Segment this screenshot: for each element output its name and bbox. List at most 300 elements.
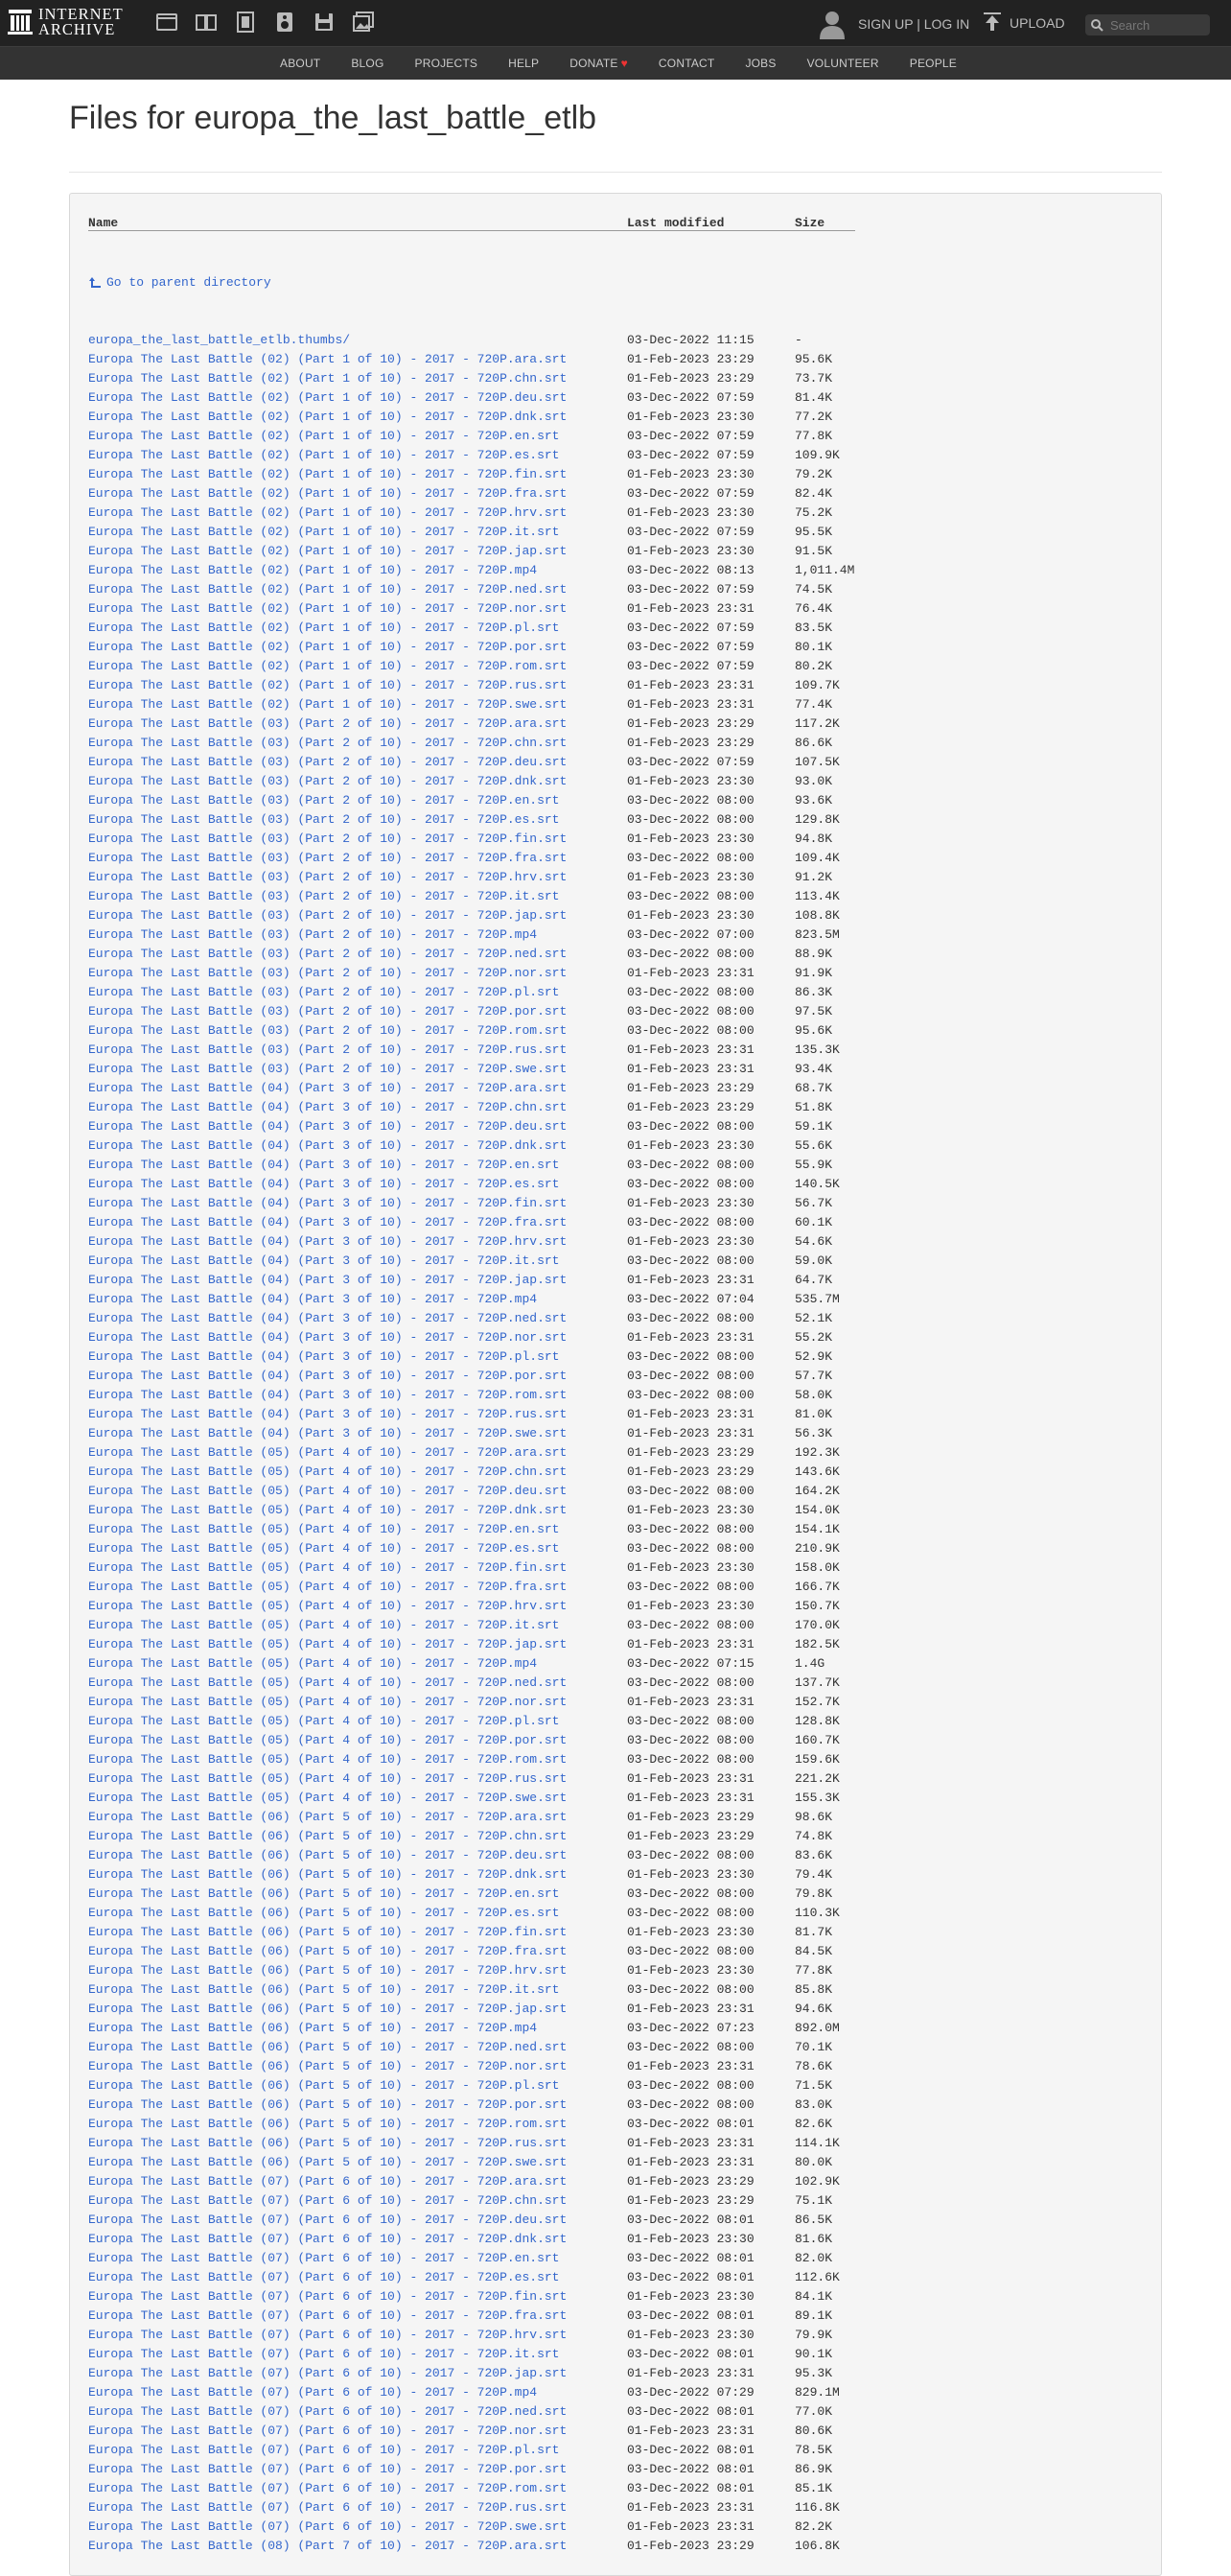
file-link[interactable]: Europa The Last Battle (02) (Part 1 of 10) - 2017 - 720P.nor.srt — [88, 600, 568, 616]
file-link[interactable]: Europa The Last Battle (06) (Part 5 of 10) - 2017 - 720P.por.srt — [88, 2096, 568, 2112]
file-row — [88, 1827, 855, 1846]
file-modified: 03-Dec-2022 08:00 — [627, 792, 755, 808]
file-row — [88, 2211, 855, 2230]
file-modified: 01-Feb-2023 23:31 — [627, 2518, 755, 2534]
file-row — [88, 2230, 855, 2249]
file-size: 91.9K — [795, 965, 833, 980]
file-size: 829.1M — [795, 2384, 840, 2400]
file-link[interactable]: Europa The Last Battle (04) (Part 3 of 10) - 2017 - 720P.deu.srt — [88, 1118, 568, 1134]
file-link[interactable]: Europa The Last Battle (07) (Part 6 of 10) - 2017 - 720P.rus.srt — [88, 2499, 568, 2515]
file-link[interactable]: Europa The Last Battle (06) (Part 5 of 10) - 2017 - 720P.it.srt — [88, 1981, 560, 1997]
file-size: 52.1K — [795, 1310, 833, 1325]
file-link[interactable]: Europa The Last Battle (02) (Part 1 of 10) - 2017 - 720P.en.srt — [88, 428, 560, 443]
file-row — [88, 1213, 855, 1232]
file-link[interactable]: Europa The Last Battle (03) (Part 2 of 10) - 2017 - 720P.deu.srt — [88, 754, 568, 769]
nav-about[interactable]: ABOUT — [280, 57, 321, 70]
nav-blog[interactable]: BLOG — [351, 57, 384, 70]
file-link[interactable]: Europa The Last Battle (02) (Part 1 of 10) - 2017 - 720P.rus.srt — [88, 677, 568, 692]
file-modified: 01-Feb-2023 23:30 — [627, 504, 755, 520]
file-modified: 03-Dec-2022 07:59 — [627, 754, 755, 769]
file-modified: 03-Dec-2022 07:29 — [627, 2384, 755, 2400]
file-size: 823.5M — [795, 926, 840, 942]
file-link[interactable]: Europa The Last Battle (03) (Part 2 of 10) - 2017 - 720P.hrv.srt — [88, 869, 568, 884]
file-link[interactable]: Europa The Last Battle (03) (Part 2 of 10) - 2017 - 720P.nor.srt — [88, 965, 568, 980]
file-modified: 03-Dec-2022 08:00 — [627, 1540, 755, 1556]
file-link[interactable]: Europa The Last Battle (07) (Part 6 of 10) - 2017 - 720P.fin.srt — [88, 2288, 568, 2304]
file-row — [88, 772, 855, 791]
file-link[interactable]: Europa The Last Battle (02) (Part 1 of 10) - 2017 - 720P.es.srt — [88, 447, 560, 462]
file-link[interactable]: Europa The Last Battle (07) (Part 6 of 10) - 2017 - 720P.hrv.srt — [88, 2327, 568, 2342]
file-link[interactable]: Europa The Last Battle (05) (Part 4 of 10) - 2017 - 720P.en.srt — [88, 1521, 560, 1536]
file-link[interactable]: Europa The Last Battle (07) (Part 6 of 10) - 2017 - 720P.swe.srt — [88, 2518, 568, 2534]
file-size: 95.5K — [795, 524, 833, 539]
file-link[interactable]: Europa The Last Battle (05) (Part 4 of 10) - 2017 - 720P.pl.srt — [88, 1713, 560, 1728]
file-size: 143.6K — [795, 1464, 840, 1479]
file-size: 70.1K — [795, 2039, 833, 2054]
file-link[interactable]: Europa The Last Battle (07) (Part 6 of 10) - 2017 - 720P.rom.srt — [88, 2480, 568, 2495]
file-link[interactable]: Europa The Last Battle (04) (Part 3 of 10) - 2017 - 720P.mp4 — [88, 1291, 538, 1306]
file-size: 94.6K — [795, 2001, 833, 2016]
file-modified: 03-Dec-2022 08:00 — [627, 2039, 755, 2054]
file-link[interactable]: Europa The Last Battle (06) (Part 5 of 10) - 2017 - 720P.pl.srt — [88, 2077, 560, 2093]
file-modified: 03-Dec-2022 07:59 — [627, 524, 755, 539]
file-link[interactable]: Europa The Last Battle (04) (Part 3 of 10) - 2017 - 720P.rom.srt — [88, 1387, 568, 1402]
file-modified: 01-Feb-2023 23:30 — [627, 543, 755, 558]
file-row — [88, 2038, 855, 2057]
file-link[interactable]: Europa The Last Battle (04) (Part 3 of 10) - 2017 - 720P.nor.srt — [88, 1329, 568, 1345]
file-link[interactable]: Europa The Last Battle (03) (Part 2 of 10) - 2017 - 720P.es.srt — [88, 811, 560, 827]
file-size: 159.6K — [795, 1751, 840, 1767]
file-link[interactable]: Europa The Last Battle (05) (Part 4 of 10) - 2017 - 720P.es.srt — [88, 1540, 560, 1556]
file-size: 81.7K — [795, 1924, 833, 1939]
file-modified: 03-Dec-2022 08:00 — [627, 1579, 755, 1594]
file-modified: 03-Dec-2022 08:00 — [627, 1157, 755, 1172]
file-size: 113.4K — [795, 888, 840, 903]
file-link[interactable]: Europa The Last Battle (05) (Part 4 of 10) - 2017 - 720P.hrv.srt — [88, 1598, 568, 1613]
file-link[interactable]: Europa The Last Battle (07) (Part 6 of 10) - 2017 - 720P.nor.srt — [88, 2423, 568, 2438]
file-link[interactable]: Europa The Last Battle (02) (Part 1 of 10) - 2017 - 720P.por.srt — [88, 639, 568, 654]
file-modified: 01-Feb-2023 23:31 — [627, 2135, 755, 2150]
file-link[interactable]: Europa The Last Battle (06) (Part 5 of 10) - 2017 - 720P.deu.srt — [88, 1847, 568, 1862]
file-row — [88, 2268, 855, 2287]
file-row — [88, 1328, 855, 1347]
file-row — [88, 1558, 855, 1578]
file-link[interactable]: Europa The Last Battle (05) (Part 4 of 10) - 2017 - 720P.chn.srt — [88, 1464, 568, 1479]
files-panel — [69, 193, 1162, 2576]
file-link[interactable]: Europa The Last Battle (07) (Part 6 of 10) - 2017 - 720P.en.srt — [88, 2250, 560, 2265]
login-link[interactable]: LOG IN — [923, 16, 970, 32]
title-divider — [69, 172, 1162, 173]
files-table — [88, 209, 855, 2556]
file-modified: 03-Dec-2022 08:00 — [627, 1943, 755, 1958]
file-link[interactable]: Europa The Last Battle (04) (Part 3 of 10) - 2017 - 720P.hrv.srt — [88, 1233, 568, 1249]
file-row — [88, 1616, 855, 1635]
nav-projects[interactable]: PROJECTS — [414, 57, 478, 70]
file-link[interactable]: Europa The Last Battle (05) (Part 4 of 10) - 2017 - 720P.swe.srt — [88, 1790, 568, 1805]
file-link[interactable]: Europa The Last Battle (02) (Part 1 of 10) - 2017 - 720P.ara.srt — [88, 351, 568, 366]
signup-link[interactable]: SIGN UP — [858, 16, 914, 32]
page-title: Files for europa_the_last_battle_etlb — [69, 100, 597, 136]
file-link[interactable]: Europa The Last Battle (04) (Part 3 of 10) - 2017 - 720P.chn.srt — [88, 1099, 568, 1114]
file-row — [88, 1136, 855, 1156]
file-link[interactable]: Europa The Last Battle (04) (Part 3 of 10) - 2017 - 720P.es.srt — [88, 1176, 560, 1191]
file-link[interactable]: Europa The Last Battle (04) (Part 3 of 10) - 2017 - 720P.jap.srt — [88, 1272, 568, 1287]
file-modified: 03-Dec-2022 08:00 — [627, 1022, 755, 1038]
file-link[interactable]: Europa The Last Battle (06) (Part 5 of 10) - 2017 - 720P.ara.srt — [88, 1809, 568, 1824]
file-row — [88, 868, 855, 887]
file-modified: 01-Feb-2023 23:30 — [627, 831, 755, 846]
parent-directory-row — [88, 230, 855, 331]
file-link[interactable]: Europa The Last Battle (03) (Part 2 of 10) - 2017 - 720P.swe.srt — [88, 1061, 568, 1076]
file-size: 109.9K — [795, 447, 840, 462]
file-link[interactable]: Europa The Last Battle (06) (Part 5 of 10) - 2017 - 720P.dnk.srt — [88, 1866, 568, 1882]
file-modified: 03-Dec-2022 08:00 — [627, 850, 755, 865]
file-link[interactable]: Europa The Last Battle (04) (Part 3 of 10) - 2017 - 720P.fra.srt — [88, 1214, 568, 1229]
file-row — [88, 2498, 855, 2517]
file-modified: 03-Dec-2022 08:00 — [627, 1176, 755, 1191]
file-row — [88, 1041, 855, 1060]
file-modified: 01-Feb-2023 23:31 — [627, 2058, 755, 2073]
file-link[interactable]: Europa The Last Battle (02) (Part 1 of 10) - 2017 - 720P.hrv.srt — [88, 504, 568, 520]
file-row — [88, 1424, 855, 1443]
file-link[interactable]: Europa The Last Battle (03) (Part 2 of 10) - 2017 - 720P.por.srt — [88, 1003, 568, 1019]
file-size: 78.6K — [795, 2058, 833, 2073]
file-link[interactable]: Europa The Last Battle (04) (Part 3 of 10) - 2017 - 720P.pl.srt — [88, 1348, 560, 1364]
file-link[interactable]: Europa The Last Battle (08) (Part 7 of 10) - 2017 - 720P.ara.srt — [88, 2538, 568, 2553]
file-row — [88, 1501, 855, 1520]
file-link[interactable]: Europa The Last Battle (02) (Part 1 of 10) - 2017 - 720P.fra.srt — [88, 485, 568, 501]
file-link[interactable]: Europa The Last Battle (03) (Part 2 of 10) - 2017 - 720P.it.srt — [88, 888, 560, 903]
nav-volunteer[interactable]: VOLUNTEER — [806, 57, 879, 70]
file-modified: 01-Feb-2023 23:31 — [627, 2001, 755, 2016]
file-modified: 03-Dec-2022 08:13 — [627, 562, 755, 577]
archive-building-icon — [8, 9, 33, 35]
file-row — [88, 2153, 855, 2172]
file-size: 106.8K — [795, 2538, 840, 2553]
images-icon[interactable] — [352, 11, 375, 34]
file-link[interactable]: Europa The Last Battle (02) (Part 1 of 10) - 2017 - 720P.deu.srt — [88, 389, 568, 405]
file-link[interactable]: Europa The Last Battle (02) (Part 1 of 10) - 2017 - 720P.ned.srt — [88, 581, 568, 597]
file-modified: 01-Feb-2023 23:29 — [627, 1444, 755, 1460]
file-link[interactable]: Europa The Last Battle (07) (Part 6 of 10) - 2017 - 720P.ara.srt — [88, 2173, 568, 2189]
file-row — [88, 2115, 855, 2134]
file-link[interactable]: Europa The Last Battle (05) (Part 4 of 10) - 2017 - 720P.jap.srt — [88, 1636, 568, 1651]
file-size: 128.8K — [795, 1713, 840, 1728]
file-row — [88, 2537, 855, 2556]
file-modified: 03-Dec-2022 08:00 — [627, 1368, 755, 1383]
file-modified: 03-Dec-2022 08:00 — [627, 1751, 755, 1767]
file-size: 108.8K — [795, 907, 840, 923]
top-bar — [0, 0, 1231, 46]
user-avatar-icon[interactable] — [817, 9, 848, 39]
file-size: 150.7K — [795, 1598, 840, 1613]
file-size: 95.6K — [795, 1022, 833, 1038]
file-modified: 01-Feb-2023 23:29 — [627, 715, 755, 731]
file-link[interactable]: Europa The Last Battle (02) (Part 1 of 10) - 2017 - 720P.dnk.srt — [88, 409, 568, 424]
file-row — [88, 657, 855, 676]
file-size: 77.2K — [795, 409, 833, 424]
file-link[interactable]: Europa The Last Battle (06) (Part 5 of 10) - 2017 - 720P.fin.srt — [88, 1924, 568, 1939]
file-row — [88, 2326, 855, 2345]
file-link[interactable]: Europa The Last Battle (03) (Part 2 of 10) - 2017 - 720P.jap.srt — [88, 907, 568, 923]
file-link[interactable]: Europa The Last Battle (07) (Part 6 of 10) - 2017 - 720P.ned.srt — [88, 2403, 568, 2419]
file-size: 80.6K — [795, 2423, 833, 2438]
main-content — [0, 80, 1231, 2576]
file-size: 86.5K — [795, 2212, 833, 2227]
file-modified: 03-Dec-2022 08:01 — [627, 2269, 755, 2284]
file-link[interactable]: Europa The Last Battle (06) (Part 5 of 10) - 2017 - 720P.jap.srt — [88, 2001, 568, 2016]
file-modified: 03-Dec-2022 08:01 — [627, 2250, 755, 2265]
file-size: 82.4K — [795, 485, 833, 501]
file-modified: 01-Feb-2023 23:31 — [627, 2423, 755, 2438]
file-link[interactable]: Europa The Last Battle (02) (Part 1 of 10) - 2017 - 720P.swe.srt — [88, 696, 568, 712]
file-link[interactable]: Europa The Last Battle (07) (Part 6 of 10) - 2017 - 720P.mp4 — [88, 2384, 538, 2400]
file-size: 80.2K — [795, 658, 833, 673]
nav-donate[interactable] — [554, 57, 643, 70]
file-row — [88, 2191, 855, 2211]
file-link[interactable]: Europa The Last Battle (05) (Part 4 of 10) - 2017 - 720P.it.srt — [88, 1617, 560, 1632]
file-link[interactable]: Europa The Last Battle (06) (Part 5 of 10) - 2017 - 720P.rom.srt — [88, 2116, 568, 2131]
file-modified: 01-Feb-2023 23:29 — [627, 2173, 755, 2189]
file-row — [88, 561, 855, 580]
up-arrow-icon — [88, 276, 102, 290]
file-row — [88, 1482, 855, 1501]
file-modified: 01-Feb-2023 23:31 — [627, 696, 755, 712]
upload-button[interactable] — [983, 12, 1065, 35]
file-modified: 03-Dec-2022 07:23 — [627, 2020, 755, 2035]
file-row — [88, 2287, 855, 2307]
file-modified: 01-Feb-2023 23:31 — [627, 1061, 755, 1076]
file-row — [88, 331, 855, 350]
file-link[interactable]: Europa The Last Battle (05) (Part 4 of 10) - 2017 - 720P.mp4 — [88, 1655, 538, 1671]
file-row — [88, 1942, 855, 1961]
file-link[interactable]: Europa The Last Battle (04) (Part 3 of 10) - 2017 - 720P.it.srt — [88, 1253, 560, 1268]
file-size: 77.4K — [795, 696, 833, 712]
file-size: 137.7K — [795, 1674, 840, 1690]
file-row — [88, 2249, 855, 2268]
file-link[interactable]: Europa The Last Battle (06) (Part 5 of 10) - 2017 - 720P.ned.srt — [88, 2039, 568, 2054]
file-link[interactable]: Europa The Last Battle (04) (Part 3 of 10) - 2017 - 720P.en.srt — [88, 1157, 560, 1172]
file-size: 59.0K — [795, 1253, 833, 1268]
file-modified: 01-Feb-2023 23:29 — [627, 2192, 755, 2208]
internet-archive-logo[interactable] — [8, 7, 124, 37]
file-modified: 03-Dec-2022 07:59 — [627, 389, 755, 405]
file-row — [88, 2383, 855, 2402]
file-size: 55.2K — [795, 1329, 833, 1345]
file-link[interactable]: Europa The Last Battle (03) (Part 2 of 10) - 2017 - 720P.mp4 — [88, 926, 538, 942]
file-row — [88, 2402, 855, 2422]
nav-jobs[interactable]: JOBS — [745, 57, 777, 70]
file-link[interactable]: Europa The Last Battle (06) (Part 5 of 10) - 2017 - 720P.es.srt — [88, 1905, 560, 1920]
file-modified: 03-Dec-2022 07:59 — [627, 485, 755, 501]
file-link[interactable]: Europa The Last Battle (07) (Part 6 of 10) - 2017 - 720P.jap.srt — [88, 2365, 568, 2380]
file-link[interactable]: Europa The Last Battle (05) (Part 4 of 10) - 2017 - 720P.nor.srt — [88, 1694, 568, 1709]
file-link[interactable]: Europa The Last Battle (05) (Part 4 of 10) - 2017 - 720P.ara.srt — [88, 1444, 568, 1460]
file-modified: 01-Feb-2023 23:29 — [627, 1464, 755, 1479]
file-row — [88, 1769, 855, 1789]
file-row — [88, 446, 855, 465]
audio-icon[interactable] — [273, 11, 296, 34]
file-link[interactable]: Europa The Last Battle (03) (Part 2 of 10) - 2017 - 720P.en.srt — [88, 792, 560, 808]
file-size: 75.2K — [795, 504, 833, 520]
file-link[interactable]: Europa The Last Battle (04) (Part 3 of 10) - 2017 - 720P.ara.srt — [88, 1080, 568, 1095]
file-link[interactable]: Europa The Last Battle (05) (Part 4 of 10) - 2017 - 720P.fra.srt — [88, 1579, 568, 1594]
file-link[interactable]: europa_the_last_battle_etlb.thumbs/ — [88, 332, 351, 347]
file-link[interactable]: Europa The Last Battle (05) (Part 4 of 10) - 2017 - 720P.deu.srt — [88, 1483, 568, 1498]
file-link[interactable]: Europa The Last Battle (03) (Part 2 of 10) - 2017 - 720P.fra.srt — [88, 850, 568, 865]
file-modified: 01-Feb-2023 23:29 — [627, 351, 755, 366]
file-link[interactable]: Europa The Last Battle (03) (Part 2 of 10) - 2017 - 720P.rus.srt — [88, 1042, 568, 1057]
file-row — [88, 753, 855, 772]
file-size: 114.1K — [795, 2135, 840, 2150]
file-modified: 01-Feb-2023 23:30 — [627, 1195, 755, 1210]
file-modified: 03-Dec-2022 08:00 — [627, 1214, 755, 1229]
file-size: 80.1K — [795, 639, 833, 654]
file-modified: 01-Feb-2023 23:31 — [627, 2154, 755, 2169]
auth-separator: | — [913, 16, 924, 32]
nav-bar — [0, 46, 1231, 80]
file-link[interactable]: Europa The Last Battle (03) (Part 2 of 10) - 2017 - 720P.fin.srt — [88, 831, 568, 846]
file-link[interactable]: Europa The Last Battle (06) (Part 5 of 10) - 2017 - 720P.fra.srt — [88, 1943, 568, 1958]
file-link[interactable]: Europa The Last Battle (04) (Part 3 of 10) - 2017 - 720P.rus.srt — [88, 1406, 568, 1421]
file-link[interactable]: Europa The Last Battle (06) (Part 5 of 10) - 2017 - 720P.mp4 — [88, 2020, 538, 2035]
file-link[interactable]: Europa The Last Battle (03) (Part 2 of 10) - 2017 - 720P.rom.srt — [88, 1022, 568, 1038]
video-icon[interactable] — [234, 11, 257, 34]
file-link[interactable]: Europa The Last Battle (02) (Part 1 of 10) - 2017 - 720P.jap.srt — [88, 543, 568, 558]
file-link[interactable]: Europa The Last Battle (06) (Part 5 of 10) - 2017 - 720P.en.srt — [88, 1885, 560, 1901]
file-size: 54.6K — [795, 1233, 833, 1249]
file-size: 91.5K — [795, 543, 833, 558]
texts-icon[interactable] — [195, 11, 218, 34]
file-size: 892.0M — [795, 2020, 840, 2035]
file-link[interactable]: Europa The Last Battle (06) (Part 5 of 10) - 2017 - 720P.swe.srt — [88, 2154, 568, 2169]
file-modified: 01-Feb-2023 23:31 — [627, 2365, 755, 2380]
file-modified: 03-Dec-2022 08:00 — [627, 888, 755, 903]
file-row — [88, 2479, 855, 2498]
file-modified: 03-Dec-2022 08:00 — [627, 1118, 755, 1134]
file-row — [88, 1117, 855, 1136]
heart-icon: ♥ — [620, 57, 628, 70]
file-link[interactable]: Europa The Last Battle (05) (Part 4 of 10) - 2017 - 720P.rom.srt — [88, 1751, 568, 1767]
file-row — [88, 1865, 855, 1885]
file-link[interactable]: Europa The Last Battle (02) (Part 1 of 10) - 2017 - 720P.fin.srt — [88, 466, 568, 481]
file-row — [88, 2517, 855, 2537]
software-icon[interactable] — [313, 11, 336, 34]
file-modified: 03-Dec-2022 07:15 — [627, 1655, 755, 1671]
file-row — [88, 1443, 855, 1463]
file-row — [88, 1750, 855, 1769]
file-size: 74.8K — [795, 1828, 833, 1843]
file-link[interactable]: Europa The Last Battle (07) (Part 6 of 10) - 2017 - 720P.chn.srt — [88, 2192, 568, 2208]
column-header-modified[interactable]: Last modified — [627, 209, 795, 230]
file-link[interactable]: Europa The Last Battle (07) (Part 6 of 10) - 2017 - 720P.dnk.srt — [88, 2231, 568, 2246]
file-link[interactable]: Europa The Last Battle (07) (Part 6 of 10) - 2017 - 720P.por.srt — [88, 2461, 568, 2476]
file-link[interactable]: Europa The Last Battle (03) (Part 2 of 10) - 2017 - 720P.ned.srt — [88, 946, 568, 961]
file-link[interactable]: Europa The Last Battle (03) (Part 2 of 10) - 2017 - 720P.chn.srt — [88, 735, 568, 750]
file-size: 98.6K — [795, 1809, 833, 1824]
file-size: 78.5K — [795, 2442, 833, 2457]
file-link[interactable]: Europa The Last Battle (05) (Part 4 of 10) - 2017 - 720P.rus.srt — [88, 1770, 568, 1786]
column-header-size[interactable]: Size — [795, 209, 855, 230]
column-header-name[interactable]: Name — [88, 209, 627, 230]
file-link[interactable]: Europa The Last Battle (04) (Part 3 of 10) - 2017 - 720P.dnk.srt — [88, 1137, 568, 1153]
web-icon[interactable] — [155, 11, 178, 34]
file-size: 210.9K — [795, 1540, 840, 1556]
file-link[interactable]: Europa The Last Battle (03) (Part 2 of 10) - 2017 - 720P.pl.srt — [88, 984, 560, 999]
file-link[interactable]: Europa The Last Battle (03) (Part 2 of 10) - 2017 - 720P.ara.srt — [88, 715, 568, 731]
nav-people[interactable]: PEOPLE — [909, 57, 957, 70]
nav-help[interactable]: HELP — [508, 57, 540, 70]
file-size: 85.1K — [795, 2480, 833, 2495]
file-link[interactable]: Europa The Last Battle (02) (Part 1 of 10) - 2017 - 720P.chn.srt — [88, 370, 568, 386]
file-size: 94.8K — [795, 831, 833, 846]
file-size: 182.5K — [795, 1636, 840, 1651]
file-link[interactable]: Europa The Last Battle (04) (Part 3 of 10) - 2017 - 720P.fin.srt — [88, 1195, 568, 1210]
file-link[interactable]: Europa The Last Battle (03) (Part 2 of 10) - 2017 - 720P.dnk.srt — [88, 773, 568, 788]
file-link[interactable]: Europa The Last Battle (02) (Part 1 of 10) - 2017 - 720P.rom.srt — [88, 658, 568, 673]
file-link[interactable]: Europa The Last Battle (07) (Part 6 of 10) - 2017 - 720P.es.srt — [88, 2269, 560, 2284]
file-link[interactable]: Europa The Last Battle (07) (Part 6 of 10) - 2017 - 720P.it.srt — [88, 2346, 560, 2361]
file-size: 155.3K — [795, 1790, 840, 1805]
file-row — [88, 964, 855, 983]
search-input[interactable] — [1108, 17, 1204, 34]
file-link[interactable]: Europa The Last Battle (07) (Part 6 of 10) - 2017 - 720P.deu.srt — [88, 2212, 568, 2227]
file-size: 90.1K — [795, 2346, 833, 2361]
file-link[interactable]: Europa The Last Battle (04) (Part 3 of 10) - 2017 - 720P.swe.srt — [88, 1425, 568, 1440]
file-link[interactable]: Europa The Last Battle (04) (Part 3 of 10) - 2017 - 720P.ned.srt — [88, 1310, 568, 1325]
file-link[interactable]: Europa The Last Battle (06) (Part 5 of 10) - 2017 - 720P.nor.srt — [88, 2058, 568, 2073]
file-size: 1.4G — [795, 1655, 825, 1671]
search-box — [1085, 14, 1210, 35]
file-row — [88, 676, 855, 695]
file-link[interactable]: Europa The Last Battle (02) (Part 1 of 10) - 2017 - 720P.pl.srt — [88, 620, 560, 635]
file-link[interactable]: Europa The Last Battle (02) (Part 1 of 10) - 2017 - 720P.mp4 — [88, 562, 538, 577]
file-size: 85.8K — [795, 1981, 833, 1997]
file-row — [88, 503, 855, 523]
file-link[interactable]: Europa The Last Battle (07) (Part 6 of 10) - 2017 - 720P.fra.srt — [88, 2307, 568, 2323]
file-size: 164.2K — [795, 1483, 840, 1498]
file-link[interactable]: Europa The Last Battle (07) (Part 6 of 10) - 2017 - 720P.pl.srt — [88, 2442, 560, 2457]
file-row — [88, 1731, 855, 1750]
file-modified: 01-Feb-2023 23:31 — [627, 1425, 755, 1440]
file-size: 73.7K — [795, 370, 833, 386]
file-link[interactable]: Europa The Last Battle (06) (Part 5 of 10) - 2017 - 720P.rus.srt — [88, 2135, 568, 2150]
file-link[interactable]: Europa The Last Battle (02) (Part 1 of 10) - 2017 - 720P.it.srt — [88, 524, 560, 539]
file-modified: 03-Dec-2022 08:00 — [627, 946, 755, 961]
nav-contact[interactable]: CONTACT — [658, 57, 715, 70]
file-row — [88, 2441, 855, 2460]
file-link[interactable]: Europa The Last Battle (05) (Part 4 of 10) - 2017 - 720P.ned.srt — [88, 1674, 568, 1690]
parent-directory-link[interactable] — [88, 273, 627, 293]
file-size: 93.6K — [795, 792, 833, 808]
file-link[interactable]: Europa The Last Battle (06) (Part 5 of 10) - 2017 - 720P.hrv.srt — [88, 1962, 568, 1978]
file-size: 117.2K — [795, 715, 840, 731]
file-link[interactable]: Europa The Last Battle (06) (Part 5 of 10) - 2017 - 720P.chn.srt — [88, 1828, 568, 1843]
file-modified: 01-Feb-2023 23:31 — [627, 1042, 755, 1057]
file-link[interactable]: Europa The Last Battle (05) (Part 4 of 10) - 2017 - 720P.dnk.srt — [88, 1502, 568, 1517]
file-link[interactable]: Europa The Last Battle (05) (Part 4 of 10) - 2017 - 720P.por.srt — [88, 1732, 568, 1747]
file-row — [88, 1309, 855, 1328]
file-row — [88, 2019, 855, 2038]
file-modified: 01-Feb-2023 23:30 — [627, 409, 755, 424]
file-row — [88, 1923, 855, 1942]
file-link[interactable]: Europa The Last Battle (05) (Part 4 of 10) - 2017 - 720P.fin.srt — [88, 1559, 568, 1575]
file-link[interactable]: Europa The Last Battle (04) (Part 3 of 10) - 2017 - 720P.por.srt — [88, 1368, 568, 1383]
file-row — [88, 408, 855, 427]
file-size: 95.6K — [795, 351, 833, 366]
file-modified: 01-Feb-2023 23:31 — [627, 1694, 755, 1709]
file-row — [88, 2096, 855, 2115]
